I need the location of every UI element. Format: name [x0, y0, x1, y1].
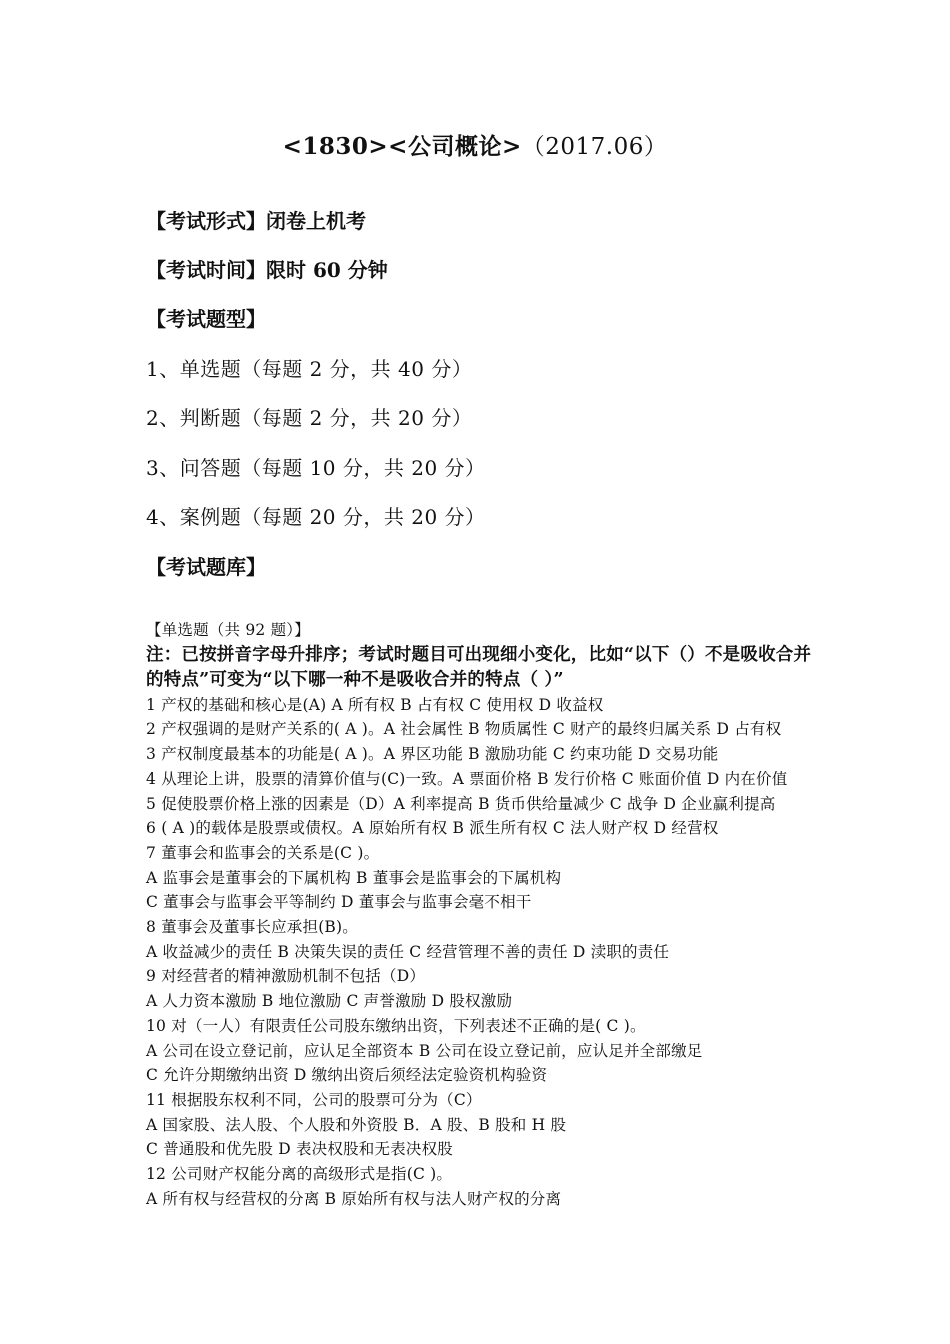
exam-type-item: 1、单选题（每题 2 分，共 40 分）: [146, 357, 473, 381]
question-bank: [146, 618, 826, 1211]
answer-options-line: A 收益减少的责任 B 决策失误的责任 C 经营管理不善的责任 D 渎职的责任: [146, 942, 670, 961]
exam-time: 【考试时间】限时 60 分钟: [146, 258, 388, 282]
answer-options-line: A 监事会是董事会的下属机构 B 董事会是监事会的下属机构: [146, 868, 562, 887]
title-text: <1830><公司概论>: [282, 133, 522, 160]
question-line: 5 促使股票价格上涨的因素是（D）A 利率提高 B 货币供给量减少 C 战争 D 企业赢利提高: [146, 794, 776, 813]
question-line: 7 董事会和监事会的关系是(C )。: [146, 843, 380, 862]
exam-type-item: 3、问答题（每题 10 分，共 20 分）: [146, 456, 486, 480]
exam-types-heading: 【考试题型】: [146, 307, 266, 331]
question-bank-heading: 【考试题库】: [146, 555, 266, 579]
question-line: 10 对（一人）有限责任公司股东缴纳出资，下列表述不正确的是( C )。: [146, 1016, 646, 1035]
answer-options-line: A 国家股、法人股、个人股和外资股 B．A 股、B 股和 H 股: [146, 1115, 567, 1134]
answer-options-line: C 董事会与监事会平等制约 D 董事会与监事会毫不相干: [146, 893, 532, 912]
question-line: 6 ( A )的载体是股票或债权。A 原始所有权 B 派生所有权 C 法人财产权 D 经营权: [146, 819, 719, 838]
question-line: 11 根据股东权利不同，公司的股票可分为（C）: [146, 1090, 482, 1109]
title-date: （2017.06）: [521, 134, 668, 160]
section-label: 【单选题（共 92 题）】: [146, 621, 310, 639]
question-line: 3 产权制度最基本的功能是( A )。A 界区功能 B 激励功能 C 约束功能 D 交易功能: [146, 745, 719, 764]
question-line: 2 产权强调的是财产关系的( A )。A 社会属性 B 物质属性 C 财产的最终归属关系 D 占有权: [146, 720, 782, 739]
question-line: 8 董事会及董事长应承担(B)。: [146, 918, 358, 937]
answer-options-line: C 普通股和优先股 D 表决权股和无表决权股: [146, 1140, 453, 1159]
question-line: 9 对经营者的精神激励机制不包括（D）: [146, 967, 426, 986]
answer-options-line: A 人力资本激励 B 地位激励 C 声誉激励 D 股权激励: [146, 992, 513, 1011]
document-title: [0, 128, 950, 161]
question-line: 4 从理论上讲，股票的清算价值与(C)一致。A 票面价格 B 发行价格 C 账面价值 D 内在价值: [146, 769, 788, 788]
sorting-note: 注：已按拼音字母升排序；考试时题目可出现细小变化，比如“以下（）不是吸收合并的特点”可变为“以下哪一种不是吸收合并的特点（ ）”: [146, 644, 812, 690]
answer-options-line: C 允许分期缴纳出资 D 缴纳出资后须经法定验资机构验资: [146, 1066, 548, 1085]
exam-type-item: 4、案例题（每题 20 分，共 20 分）: [146, 505, 486, 529]
exam-type-item: 2、判断题（每题 2 分，共 20 分）: [146, 406, 473, 430]
question-line: 12 公司财产权能分离的高级形式是指(C )。: [146, 1165, 453, 1184]
question-line: 1 产权的基础和核心是(A) A 所有权 B 占有权 C 使用权 D 收益权: [146, 695, 604, 714]
exam-form: 【考试形式】闭卷上机考: [146, 209, 366, 233]
answer-options-line: A 公司在设立登记前，应认足全部资本 B 公司在设立登记前，应认足并全部缴足: [146, 1041, 703, 1060]
answer-options-line: A 所有权与经营权的分离 B 原始所有权与法人财产权的分离: [146, 1189, 562, 1208]
